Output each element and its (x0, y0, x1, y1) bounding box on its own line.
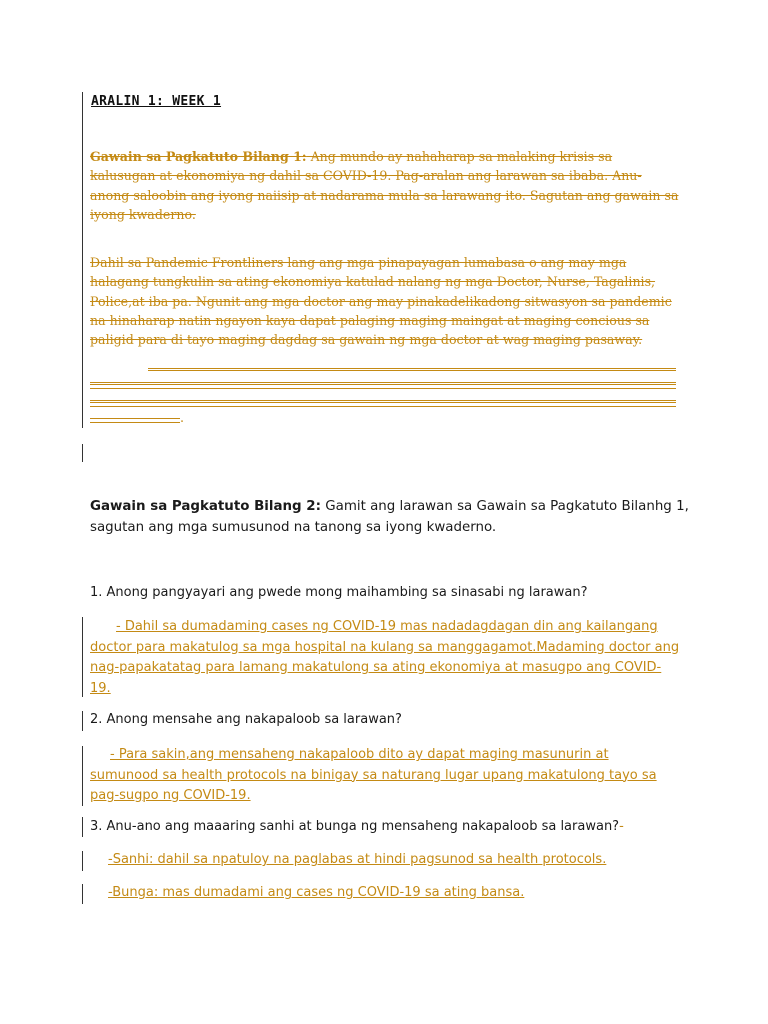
blank-line (90, 422, 180, 423)
answer-blank-lines (90, 360, 676, 430)
answer-1-text: - Dahil sa dumadaming cases ng COVID-19 mas nadadagdagan din ang kailangang doctor para makatulog sa mga hospital na kulang sa manggagamot.Madaming doctor ang nag-papakatatag para lamang makatulong sa ating ekonomiya at masugpo ang COVID-19. (90, 619, 680, 696)
lesson-heading: ARALIN 1: WEEK 1 (91, 94, 222, 109)
revision-bar (82, 746, 83, 806)
question-3-text: 3. Anu-ano ang maaaring sanhi at bunga ng mensaheng nakapaloob sa larawan? (90, 819, 620, 834)
gawain-2-label: Gawain sa Pagkatuto Bilang 2 (90, 499, 316, 514)
revision-bar (82, 617, 83, 697)
revision-bar (82, 817, 83, 837)
gawain-1-text: Ang mundo ay nahaharap sa malaking krisis sa kalusugan at ekonomiya ng dahil sa COVID-19. Pag-aralan ang larawan sa ibaba. Anu-anong saloobin ang iyong naiisip at nadarama mula sa larawang ito. Sagutan ang gawain sa iyong kwaderno. (90, 149, 679, 222)
answer-1 (90, 617, 680, 699)
blank-line (90, 402, 676, 403)
gawain-2-colon: : (315, 499, 321, 514)
blank-line (90, 418, 180, 419)
gawain-1-answer-text: Dahil sa Pandemic Frontliners lang ang mga pinapayagan lumabasa o ang may mga halagang tungkulin sa ating ekonomiya katulad nalang ng mga Doctor, Nurse, Tagalinis, Police,at iba pa. Ngunit ang mga doctor ang may pinakadelikadong sitwasyon sa pandemic na hinaharap natin ngayon kaya dapat palaging maging maingat at maging concious sa paligid para di tayo maging dagdag sa gawain ng mga doctor at wag maging pasaway. (90, 255, 672, 348)
answer-3-bunga-text: -Bunga: mas dumadami ang cases ng COVID-19 sa ating bansa. (108, 885, 525, 900)
question-2: 2. Anong mensahe ang nakapaloob sa larawan? (90, 712, 402, 727)
answer-2 (90, 745, 680, 807)
gawain-2-instructions (90, 497, 690, 538)
blank-line (90, 384, 676, 385)
blank-line (148, 370, 676, 371)
gawain-1-colon: : (301, 149, 307, 164)
revision-bar (82, 884, 83, 904)
revision-bar (82, 851, 83, 871)
answer-3-sanhi (90, 852, 606, 867)
answer-3-bunga (90, 885, 524, 900)
blank-line-end: . (180, 410, 185, 425)
blank-line (90, 382, 676, 383)
revision-bar (82, 92, 83, 428)
blank-line (90, 400, 676, 401)
answer-2-text: - Para sakin,ang mensaheng nakapaloob dito ay dapat maging masunurin at sumunood sa health protocols na binigay sa naturang lugar upang makatulong tayo sa pag-sugpo ng COVID-19. (90, 747, 657, 803)
question-3 (90, 819, 624, 834)
answer-3-sanhi-text: -Sanhi: dahil sa npatuloy na paglabas at hindi pagsunod sa health protocols. (108, 852, 607, 867)
gawain-1-label: Gawain sa Pagkatuto Bilang 1 (90, 149, 302, 164)
revision-bar (82, 711, 83, 731)
gawain-2-text: Gamit ang larawan sa Gawain sa Pagkatuto Bilanhg 1, sagutan ang mga sumusunod na tanong sa iyong kwaderno. (90, 499, 689, 535)
revision-bar (82, 444, 83, 462)
question-3-suffix: - (619, 819, 624, 834)
blank-line (148, 368, 676, 369)
blank-line (90, 388, 676, 389)
blank-line (90, 406, 676, 407)
question-1: 1. Anong pangyayari ang pwede mong maihambing sa sinasabi ng larawan? (90, 585, 588, 600)
gawain-1-answer (90, 253, 680, 349)
gawain-1-instructions (90, 147, 680, 224)
